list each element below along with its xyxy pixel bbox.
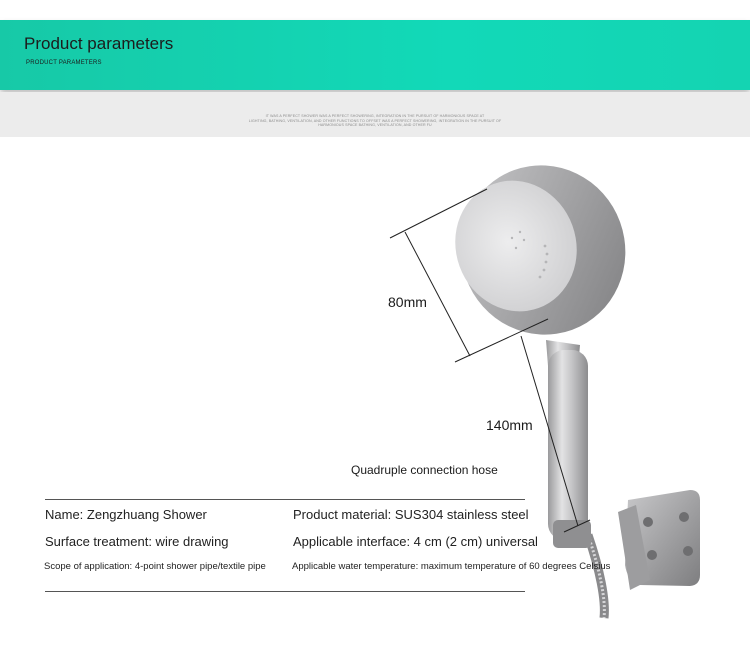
handle-length-label: 140mm bbox=[486, 417, 533, 433]
spec-bottom-rule bbox=[45, 591, 525, 592]
fine-print-line-1: IT WAS A PERFECT SHOWER WAS A PERFECT SHOWERING, INTEGRATION IN THE PURSUIT OF HARMONIOUS SPACE AT bbox=[265, 114, 485, 118]
spec-scope: Scope of application: 4-point shower pipe/textile pipe bbox=[44, 561, 266, 572]
page-title: Product parameters bbox=[24, 34, 174, 53]
page-subtitle: PRODUCT PARAMETERS bbox=[26, 60, 102, 66]
fine-print-line-2: LIGHTING, BATHING, VENTILATION, AND OTHER FUNCTIONS TO OFFSET WAS A PERFECT SHOWERING, INTEGRATION IN THE PURSUIT OF bbox=[248, 118, 502, 123]
shower-handle bbox=[546, 340, 591, 548]
wall-bracket bbox=[618, 490, 700, 590]
spec-name: Name: Zengzhuang Shower bbox=[45, 507, 207, 522]
shower-hose bbox=[588, 535, 604, 618]
spec-surface: Surface treatment: wire drawing bbox=[45, 534, 229, 549]
spec-temperature: Applicable water temperature: maximum temperature of 60 degrees Celsius bbox=[292, 561, 611, 572]
spec-material: Product material: SUS304 stainless steel bbox=[293, 507, 529, 522]
fine-print-line-3: HARMONIOUS SPACE BATHING, VENTILATION, AND OTHER FU bbox=[318, 123, 432, 128]
head-diameter-label: 80mm bbox=[388, 294, 427, 310]
hose-label: Quadruple connection hose bbox=[351, 463, 498, 477]
spec-interface: Applicable interface: 4 cm (2 cm) universal bbox=[293, 534, 538, 549]
spec-top-rule bbox=[45, 499, 525, 500]
shower-head bbox=[437, 142, 649, 358]
